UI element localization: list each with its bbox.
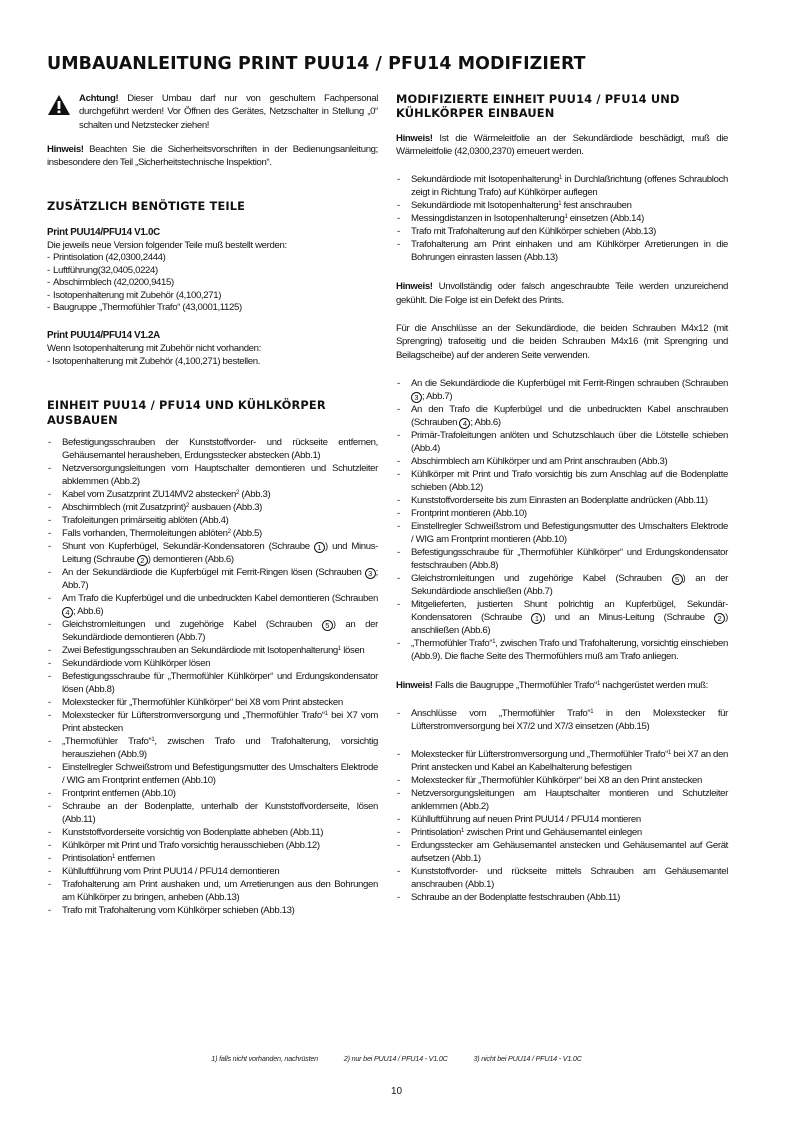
list-item: - Molexstecker für Lüfterstromversorgung und „Thermofühler Trafo“$^1$ bei X7 vom Print abstecken bbox=[47, 709, 378, 735]
screw-mark-5: 5 bbox=[672, 574, 683, 585]
footnote-ref: 2 bbox=[236, 490, 240, 497]
list-item: - Primär-Trafoleitungen anlöten und Schutzschlauch über die Lötstelle schieben (Abb.4) bbox=[396, 429, 728, 455]
list-item: - An der Sekundärdiode die Kupferbügel mit Ferrit-Ringen lösen (Schrauben 3 ; Abb.7) bbox=[47, 566, 378, 592]
v10-intro: Die jeweils neue Version folgender Teile muß bestellt werden: bbox=[47, 240, 287, 252]
screw-mark-3: 3 bbox=[411, 392, 422, 403]
install-steps-list-1 bbox=[396, 173, 728, 264]
list-item: - Baugruppe „Thermofühler Trafo“ (43,0001,1125) bbox=[47, 302, 378, 314]
warning-label: Achtung! bbox=[79, 93, 119, 104]
screw-mark-4: 4 bbox=[62, 607, 73, 618]
list-item: - Printisolation$^1$ entfernen bbox=[47, 852, 378, 865]
v12-line-1: Wenn Isotopenhalterung mit Zubehör nicht vorhanden: bbox=[47, 342, 261, 354]
list-item: - Printisolation$^1$ zwischen Print und Gehäusemantel einlegen bbox=[396, 826, 728, 839]
warning-box bbox=[47, 92, 378, 132]
page-number: 10 bbox=[390, 1086, 403, 1097]
footnote-ref: 1 bbox=[564, 214, 568, 221]
section-heading-parts: ZUSÄTZLICH BENÖTIGTE TEILE bbox=[47, 199, 246, 214]
list-item: - Trafo mit Trafohalterung auf den Kühlkörper schieben (Abb.13) bbox=[396, 225, 728, 238]
warning-icon bbox=[47, 94, 71, 116]
footnote-ref: 2 bbox=[186, 503, 190, 510]
hinweis-label: Hinweis! bbox=[47, 143, 84, 155]
footnote-ref: 1 bbox=[558, 201, 562, 208]
list-item: - Sekundärdiode mit Isotopenhalterung$^1$ in Durchlaßrichtung (offenes Schraubloch zeigt in Richtung Trafo) auf Kühlkörper auflegen bbox=[396, 173, 728, 199]
v12-line-2: - Isotopenhalterung mit Zubehör (4,100,271) bestellen. bbox=[47, 356, 261, 368]
hinweis-safety-text: Beachten Sie die Sicherheitsvorschriften in der Bedienungsanleitung; insbesondere den Teil „Sicherheitstechnische Inspektion“. bbox=[47, 143, 378, 169]
list-item: - Falls vorhanden, Thermoleitungen ablöten$^2$ (Abb.5) bbox=[47, 527, 378, 540]
list-item: - Einstellregler Schweißstrom und Befestigungsmutter des Umschalters Elektrode / WIG am Frontprint montieren (Abb.10) bbox=[396, 520, 728, 546]
list-item: - Erdungsstecker am Gehäusemantel anstecken und Gehäusemantel auf Gerät aufsetzen (Abb.1) bbox=[396, 839, 728, 865]
list-item: - Mitgelieferten, justierten Shunt polrichtig an Kupferbügel, Sekundär-Kondensatoren (Schraube 1 ) und an Minus-Leitung (Schraube 2 ) anschließen (Abb.6) bbox=[396, 598, 728, 637]
list-item: - „Thermofühler Trafo“$^1$, zwischen Trafo und Trafohalterung, vorsichtig herausziehen (Abb.9) bbox=[47, 735, 378, 761]
heading-line: KÜHLKÖRPER EINBAUEN bbox=[396, 106, 555, 121]
list-item: - Kunststoffvorder- und rückseite mittels Schrauben am Gehäusemantel anschrauben (Abb.1) bbox=[396, 865, 728, 891]
list-item: - Frontprint montieren (Abb.10) bbox=[396, 507, 728, 520]
list-item: - An die Sekundärdiode die Kupferbügel mit Ferrit-Ringen schrauben (Schrauben 3 ; Abb.7) bbox=[396, 377, 728, 403]
list-item: - Luftführung(32,0405,0224) bbox=[47, 265, 378, 277]
list-item: - Sekundärdiode vom Kühlkörper lösen bbox=[47, 657, 378, 670]
footnote-ref: 1 bbox=[590, 709, 594, 716]
list-item: - Einstellregler Schweißstrom und Befestigungsmutter des Umschalters Elektrode / WIG am Frontprint entfernen (Abb.10) bbox=[47, 761, 378, 787]
list-item: - Kühlluftführung vom Print PUU14 / PFU14 demontieren bbox=[47, 865, 378, 878]
list-item: - Abschirmblech (42,0200,9415) bbox=[47, 277, 378, 289]
footnote-ref: 1 bbox=[112, 854, 116, 861]
list-item: - Molexstecker für „Thermofühler Kühlkörper“ bei X8 an den Print anstecken bbox=[396, 774, 728, 787]
footnote-3: 3) nicht bei PUU14 / PFU14 - V1.0C bbox=[473, 1054, 582, 1063]
list-item: - Befestigungsschraube für „Thermofühler Kühlkörper“ und Erdungskondensator festschrauben (Abb.8) bbox=[396, 546, 728, 572]
subheading-v12: Print PUU14/PFU14 V1.2A bbox=[47, 329, 160, 341]
list-item: - Printisolation (42,0300,2444) bbox=[47, 252, 378, 264]
hinweis-retrofit: Hinweis! Falls die Baugruppe „Thermofühler Trafo“$^1$ nachgerüstet werden muß: bbox=[396, 679, 708, 691]
list-item: - „Thermofühler Trafo“$^1$, zwischen Trafo und Trafohalterung, vorsichtig einschieben (Abb.9). Die flache Seite des Thermofühlers muß am Trafo anliegen. bbox=[396, 637, 728, 663]
list-item: - Molexstecker für Lüfterstromversorgung und „Thermofühler Trafo“$^1$ bei X7 an den Print anstecken und Kabel an Kabelhalterung befestigen bbox=[396, 748, 728, 774]
footnote-ref: 1 bbox=[492, 638, 496, 645]
list-item: - Kabel vom Zusatzprint ZU14MV2 abstecken$^2$ (Abb.3) bbox=[47, 488, 378, 501]
hinweis-foil: Hinweis! Ist die Wärmeleitfolie an der Sekundärdiode beschädigt, muß die Wärmeleitfolie (42,0300,2370) erneuert werden. bbox=[396, 132, 728, 158]
footnote-2: 2) nur bei PUU14 / PFU14 - V1.0C bbox=[343, 1054, 448, 1063]
screw-mark-4: 4 bbox=[459, 418, 470, 429]
screw-mark-1: 1 bbox=[314, 542, 325, 553]
footnote-ref: 1 bbox=[667, 750, 671, 757]
list-item: - Am Trafo die Kupferbügel und die unbedruckten Kabel demontieren (Schrauben 4 ; Abb.6) bbox=[47, 592, 378, 618]
hinweis-cooling: Hinweis! Unvollständig oder falsch angeschraubte Teile werden unzureichend gekühlt. Die Folge ist ein Defekt des Prints. bbox=[396, 281, 728, 306]
install-steps-list-2 bbox=[396, 377, 728, 663]
footnote-ref: 1 bbox=[461, 828, 465, 835]
list-item: - Messingdistanzen in Isotopenhalterung$^1$ einsetzen (Abb.14) bbox=[396, 212, 728, 225]
list-item: - Abschirmblech am Kühlkörper und am Print anschrauben (Abb.3) bbox=[396, 455, 728, 468]
subheading-v10: Print PUU14/PFU14 V1.0C bbox=[47, 226, 160, 238]
heading-line: EINHEIT PUU14 / PFU14 UND KÜHLKÖRPER bbox=[47, 398, 326, 413]
list-item: - Schraube an der Bodenplatte festschrauben (Abb.11) bbox=[396, 891, 728, 904]
list-item: - Anschlüsse vom „Thermofühler Trafo“$^1$ in den Molexstecker für Lüfterstromversorgung bei X7/2 und X7/3 einsetzen (Abb.15) bbox=[396, 707, 728, 733]
list-item: - Kunststoffvorderseite bis zum Einrasten an Bodenplatte andrücken (Abb.11) bbox=[396, 494, 728, 507]
screw-mark-1: 1 bbox=[531, 613, 542, 624]
list-item: - Kunststoffvorderseite vorsichtig von Bodenplatte abheben (Abb.11) bbox=[47, 826, 378, 839]
heading-line: MODIFIZIERTE EINHEIT PUU14 / PFU14 UND bbox=[396, 92, 680, 106]
heading-line: AUSBAUEN bbox=[47, 412, 118, 427]
hinweis-label: Hinweis! bbox=[396, 679, 433, 691]
list-item: - Isotopenhalterung mit Zubehör (4,100,271) bbox=[47, 290, 378, 302]
install-steps-list-4 bbox=[396, 748, 728, 904]
footnote-ref: 1 bbox=[558, 175, 562, 182]
footnote-ref: 2 bbox=[227, 529, 231, 536]
hinweis-label: Hinweis! bbox=[396, 132, 433, 144]
list-item: - Frontprint entfernen (Abb.10) bbox=[47, 787, 378, 800]
list-item: - Schraube an der Bodenplatte, unterhalb der Kunststoffvorderseite, lösen (Abb.11) bbox=[47, 800, 378, 826]
list-item: - Netzversorgungsleitungen am Hauptschalter montieren und Schutzleiter anklemmen (Abb.2) bbox=[396, 787, 728, 813]
list-item: - Netzversorgungsleitungen vom Hauptschalter demontieren und Schutzleiter abklemmen (Abb.2) bbox=[47, 462, 378, 488]
list-item: - Trafo mit Trafohalterung vom Kühlkörper schieben (Abb.13) bbox=[47, 904, 378, 917]
list-item: - Sekundärdiode mit Isotopenhalterung$^1$ fest anschrauben bbox=[396, 199, 728, 212]
section-heading-remove bbox=[47, 398, 378, 427]
page-title: UMBAUANLEITUNG PRINT PUU14 / PFU14 MODIFIZIERT bbox=[47, 54, 586, 74]
hinweis-label: Hinweis! bbox=[396, 281, 433, 293]
right-column bbox=[396, 92, 728, 904]
list-item: - Trafoleitungen primärseitig ablöten (Abb.4) bbox=[47, 514, 378, 527]
install-steps-list-3 bbox=[396, 707, 728, 733]
footnote-ref: 1 bbox=[337, 646, 341, 653]
list-item: - Zwei Befestigungsschrauben an Sekundärdiode mit Isotopenhalterung$^1$ lösen bbox=[47, 644, 378, 657]
list-item: - Trafohalterung am Print aushaken und, um Arretierungen aus den Bohrungen am Kühlkörper zu bringen, anheben (Abb.13) bbox=[47, 878, 378, 904]
screw-mark-5: 5 bbox=[322, 620, 333, 631]
list-item: - Abschirmblech (mit Zusatzprint)$^2$ ausbauen (Abb.3) bbox=[47, 501, 378, 514]
list-item: - Gleichstromleitungen und zugehörige Kabel (Schrauben 5 ) an der Sekundärdiode demontieren (Abb.7) bbox=[47, 618, 378, 644]
screw-mark-2: 2 bbox=[714, 613, 725, 624]
footnote-1: 1) falls nicht vorhanden, nachrüsten bbox=[211, 1054, 318, 1063]
list-item: - Befestigungsschraube für „Thermofühler Kühlkörper“ und Erdungskondensator lösen (Abb.8) bbox=[47, 670, 378, 696]
warning-text bbox=[79, 92, 378, 132]
screws-paragraph: Für die Anschlüsse an der Sekundärdiode, die beiden Schrauben M4x12 (mit Sprengring) trafoseitig und die beiden Schrauben M4x16 (mit Sprengring und Beilagscheibe) auf der anderen Seite verwenden. bbox=[396, 323, 728, 361]
list-item: - Gleichstromleitungen und zugehörige Kabel (Schrauben 5 ) an der Sekundärdiode anschließen (Abb.7) bbox=[396, 572, 728, 598]
footnote-ref: 1 bbox=[596, 680, 600, 687]
list-item: - Kühlkörper mit Print und Trafo vorsichtig herausschieben (Abb.12) bbox=[47, 839, 378, 852]
footnote-ref: 1 bbox=[151, 737, 155, 744]
hinweis-safety bbox=[47, 143, 378, 170]
list-item: - Befestigungsschrauben der Kunststoffvorder- und rückseite entfernen, Gehäusemantel herausheben, Erdungsstecker abstecken (Abb.1) bbox=[47, 436, 378, 462]
warning-body: Dieser Umbau darf nur von geschultem Fachpersonal durchgeführt werden! Vor Öffnen des Gerätes, Netzschalter in Stellung „0“ schalten und Netzstecker ziehen! bbox=[79, 93, 378, 131]
list-item: - Trafohalterung am Print einhaken und am Kühlkörper Arretierungen in die Bohrungen einrasten lassen (Abb.13) bbox=[396, 238, 728, 264]
list-item: - An den Trafo die Kupferbügel und die unbedruckten Kabel anschrauben (Schrauben 4 ; Abb.6) bbox=[396, 403, 728, 429]
list-item: - Molexstecker für „Thermofühler Kühlkörper“ bei X8 vom Print abstecken bbox=[47, 696, 378, 709]
left-column bbox=[47, 92, 378, 917]
footnotes bbox=[0, 1054, 793, 1063]
list-item: - Kühlluftführung auf neuen Print PUU14 / PFU14 montieren bbox=[396, 813, 728, 826]
list-item: - Shunt von Kupferbügel, Sekundär-Kondensatoren (Schraube 1 ) und Minus-Leitung (Schraube 2 ) demontieren (Abb.6) bbox=[47, 540, 378, 566]
section-heading-modified bbox=[396, 92, 728, 121]
v10-parts-list bbox=[47, 252, 378, 314]
remove-steps-list bbox=[47, 436, 378, 917]
screw-mark-2: 2 bbox=[137, 555, 148, 566]
list-item: - Kühlkörper mit Print und Trafo vorsichtig bis zum Anschlag auf die Bodenplatte schieben (Abb.12) bbox=[396, 468, 728, 494]
screw-mark-3: 3 bbox=[365, 568, 376, 579]
footnote-ref: 1 bbox=[324, 711, 328, 718]
